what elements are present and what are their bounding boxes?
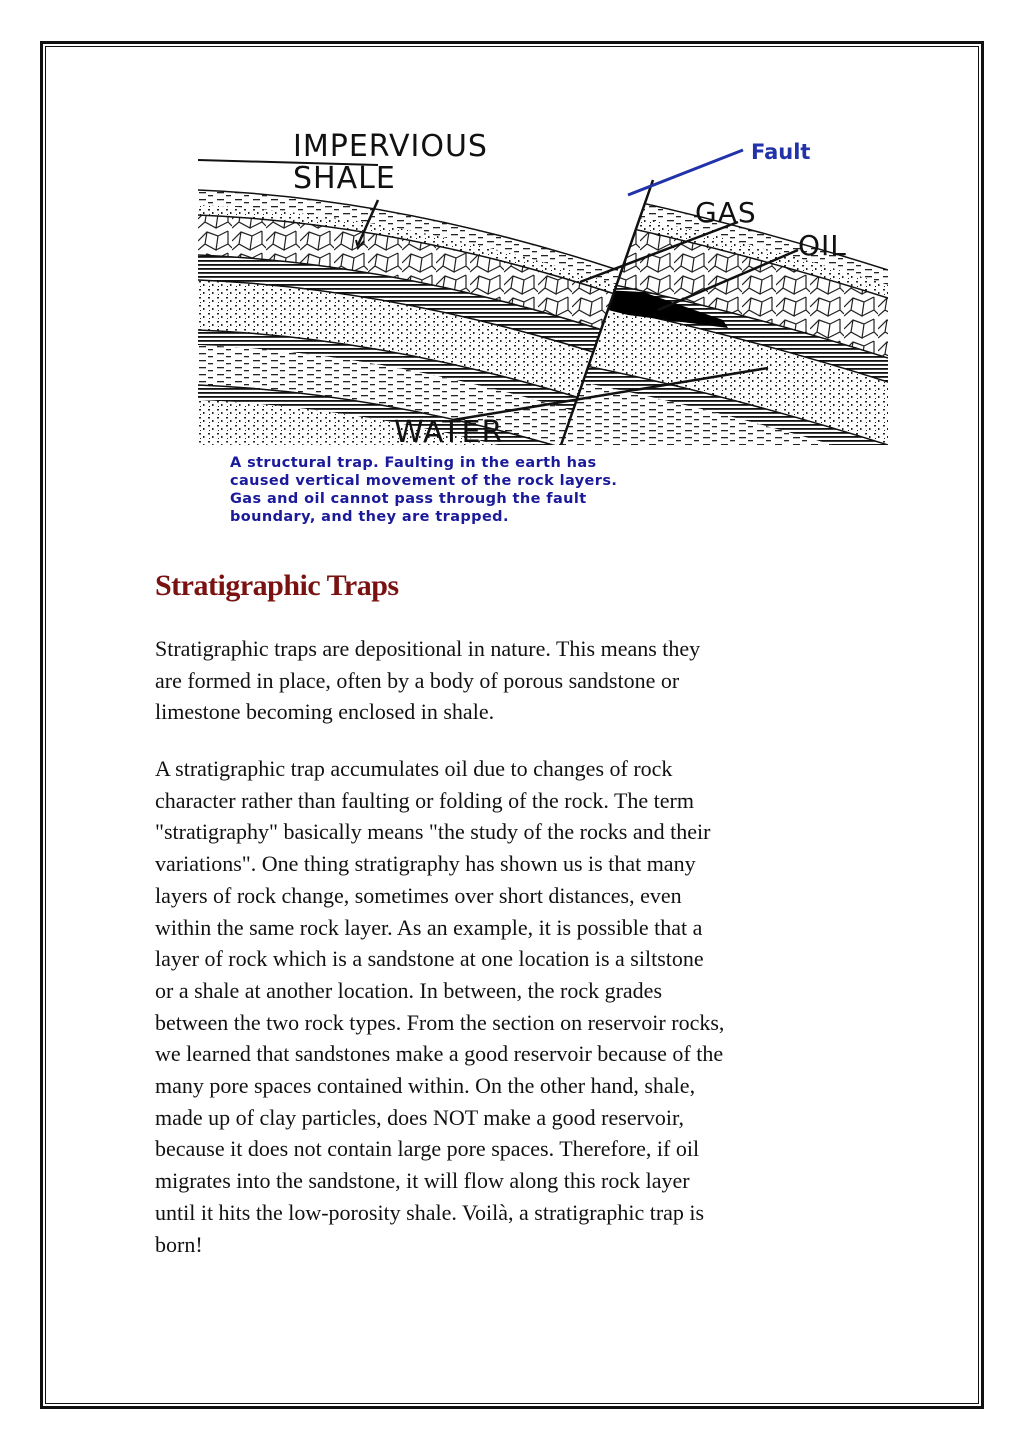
label-gas: GAS <box>695 196 757 229</box>
label-impervious: IMPERVIOUS <box>293 129 488 164</box>
section-heading: Stratigraphic Traps <box>155 569 399 602</box>
text-line: born! <box>155 1231 203 1257</box>
paragraph-1 <box>155 633 885 728</box>
text-line: until it hits the low-porosity shale. Voilà, a stratigraphic trap is <box>155 1199 705 1225</box>
text-line: many pore spaces contained within. On the other hand, shale, <box>155 1073 696 1099</box>
caption-line: boundary, and they are trapped. <box>230 509 509 525</box>
text-line: A stratigraphic trap accumulates oil due to changes of rock <box>155 756 673 781</box>
caption-line: Gas and oil cannot pass through the fault <box>230 491 587 507</box>
text-line: because it does not contain large pore spaces. Therefore, if oil <box>155 1136 700 1162</box>
paragraph-2 <box>155 753 885 1260</box>
label-water: WATER <box>394 415 504 450</box>
text-line: Stratigraphic traps are depositional in nature. This means they <box>155 636 701 661</box>
text-line: layers of rock change, sometimes over short distances, even <box>155 882 682 908</box>
text-line: migrates into the sandstone, it will flow along this rock layer <box>155 1168 690 1194</box>
fault-pointer <box>628 150 743 195</box>
text-line: variations". One thing stratigraphy has shown us is that many <box>155 851 696 877</box>
text-line: within the same rock layer. As an example, it is possible that a <box>155 914 703 940</box>
caption-line: caused vertical movement of the rock layers. <box>230 473 618 489</box>
text-line: are formed in place, often by a body of porous sandstone or <box>155 667 680 693</box>
text-line: we learned that sandstones make a good reservoir because of the <box>155 1041 724 1067</box>
text-line: character rather than faulting or folding of the rock. The term <box>155 787 694 813</box>
text-line: made up of clay particles, does NOT make a good reservoir, <box>155 1104 684 1130</box>
figure-caption <box>230 454 830 526</box>
text-line: "stratigraphy" basically means "the study of the rocks and their <box>155 819 711 845</box>
label-fault: Fault <box>751 140 811 164</box>
structural-trap-diagram <box>198 120 888 540</box>
text-line: limestone becoming enclosed in shale. <box>155 699 495 725</box>
text-line: between the two rock types. From the section on reservoir rocks, <box>155 1009 725 1035</box>
label-oil: OIL <box>798 229 847 262</box>
label-shale: SHALE <box>293 161 396 196</box>
text-line: or a shale at another location. In between, the rock grades <box>155 977 663 1003</box>
text-line: layer of rock which is a sandstone at one location is a siltstone <box>155 946 704 972</box>
caption-line: A structural trap. Faulting in the earth has <box>230 455 597 471</box>
